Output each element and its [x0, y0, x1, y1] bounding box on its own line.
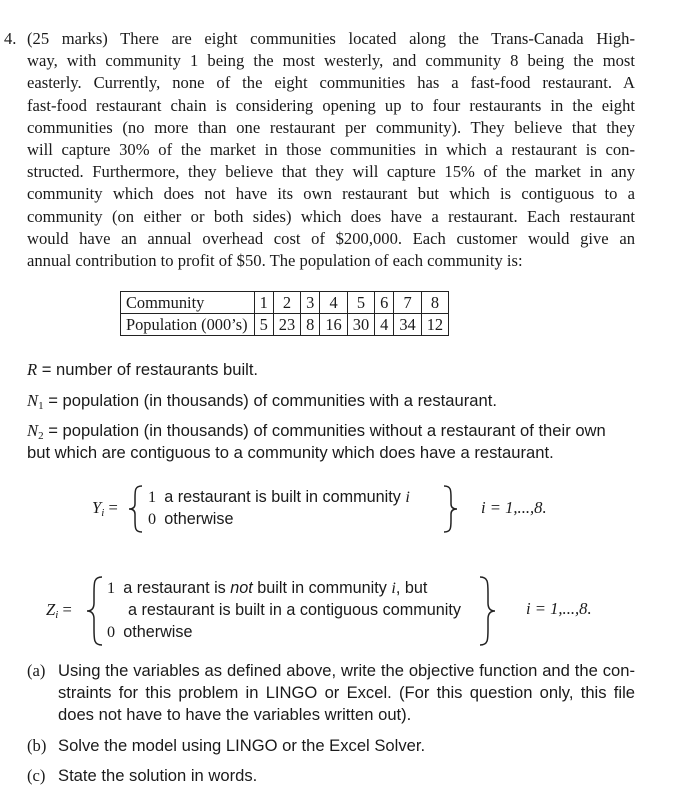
definition-text: but which are contiguous to a community which does have a restaurant. — [27, 443, 554, 463]
question-parts — [27, 660, 635, 795]
question-line: community (on either or both sides) which does have a restaurant. Each restaurant — [27, 206, 635, 226]
left-brace-icon — [126, 484, 146, 534]
case-text: i — [405, 488, 410, 506]
z-lhs — [46, 599, 72, 621]
y-lhs — [92, 497, 118, 519]
symbol-z: Z — [46, 600, 56, 619]
question-line: easterly. Currently, none of the eight communities has a fast-food restaurant. A — [27, 73, 635, 93]
table-row — [121, 314, 449, 336]
table-cell: 4 — [375, 314, 394, 336]
question-line: way, with community 1 being the most westerly, and community 8 being the most — [27, 51, 635, 71]
definition-n1 — [27, 390, 497, 412]
case-text: otherwise — [164, 510, 234, 528]
case-value: 1 — [107, 579, 116, 597]
part-label: (a) — [27, 661, 46, 680]
table-cell: 16 — [320, 314, 347, 336]
case-text: a restaurant is — [123, 579, 231, 597]
subscript: i — [101, 507, 105, 519]
table-cell: 23 — [273, 314, 300, 336]
table-cell: 4 — [320, 292, 347, 314]
table-cell: 30 — [347, 314, 374, 336]
definition-text: = population (in thousands) of communities with a restaurant. — [43, 391, 497, 410]
part-line: State the solution in words. — [58, 765, 258, 785]
table-cell: 7 — [394, 292, 421, 314]
symbol-n: N — [27, 421, 39, 440]
table-cell: 8 — [421, 292, 448, 314]
table-cell: 2 — [273, 292, 300, 314]
case-text-emphasis: not — [230, 579, 253, 597]
table-cell: 34 — [394, 314, 421, 336]
symbol-y: Y — [92, 498, 102, 517]
question-line: will capture 30% of the market in those communities in which a restaurant is con- — [27, 140, 635, 160]
case-text: , but — [395, 579, 428, 597]
case-text: otherwise — [123, 623, 193, 641]
question-line: (25 marks) There are eight communities located along the Trans-Canada High- — [27, 29, 635, 48]
part-c — [27, 765, 635, 787]
z-range: i = 1,...,8. — [526, 599, 592, 618]
question-line: would have an annual overhead cost of $200,000. Each customer would give an — [27, 228, 635, 248]
definition-text: = number of restaurants built. — [37, 360, 259, 379]
part-text — [58, 660, 635, 727]
table-row — [121, 292, 449, 314]
part-line: Using the variables as defined above, write the objective function and the con- — [58, 661, 635, 680]
symbol-r: R — [27, 360, 38, 379]
part-a — [27, 660, 635, 727]
table-cell: 12 — [421, 314, 448, 336]
table-cell: 8 — [301, 314, 320, 336]
y-range: i = 1,...,8. — [481, 498, 547, 517]
population-table — [120, 291, 449, 336]
definition-r — [27, 359, 258, 381]
part-text — [58, 735, 635, 757]
question-line: fast-food restaurant chain is considering opening up to four restaurants in the eight — [27, 95, 635, 115]
table-cell: 5 — [347, 292, 374, 314]
case-text: a restaurant is built in community — [164, 488, 406, 506]
question-line: annual contribution to profit of $50. The population of each community is: — [27, 251, 523, 271]
part-line: straints for this problem in LINGO or Excel. (For this question only, this file — [58, 683, 635, 703]
subscript: 2 — [38, 430, 44, 442]
part-label: (b) — [27, 735, 47, 755]
table-row-label: Community — [121, 292, 255, 314]
question-text — [27, 28, 635, 272]
part-b — [27, 735, 635, 757]
subscript: i — [55, 609, 59, 621]
case-value: 0 — [148, 510, 157, 528]
table-cell: 5 — [254, 314, 273, 336]
part-line: does not have to have the variables written out). — [58, 705, 412, 725]
question-line: communities (no more than one restaurant per community). They believe that they — [27, 117, 635, 137]
equals-sign: = — [58, 600, 72, 619]
question-line: structed. Furthermore, they believe that they will capture 15% of the market in any — [27, 162, 635, 182]
question-number: 4. — [4, 29, 17, 48]
case-text: i — [391, 579, 396, 597]
subscript: 1 — [38, 400, 44, 412]
table-cell: 6 — [375, 292, 394, 314]
question-line: community which does not have its own restaurant but which is contiguous to a — [27, 184, 635, 204]
right-brace-icon — [440, 484, 460, 534]
y-cases — [148, 486, 410, 530]
table-cell: 1 — [254, 292, 273, 314]
symbol-n: N — [27, 391, 39, 410]
case-value: 0 — [107, 623, 116, 641]
z-cases — [107, 577, 461, 643]
definition-text: = population (in thousands) of communities without a restaurant of their own — [43, 421, 606, 440]
part-text — [58, 765, 635, 787]
case-text: built in community — [252, 579, 392, 597]
left-brace-icon — [84, 575, 106, 647]
equals-sign: = — [104, 498, 118, 517]
case-value: 1 — [148, 488, 157, 506]
table-row-label: Population (000’s) — [121, 314, 255, 336]
table-cell: 3 — [301, 292, 320, 314]
case-text: a restaurant is built in a contiguous community — [128, 601, 461, 619]
part-label: (c) — [27, 765, 46, 785]
right-brace-icon — [476, 575, 498, 647]
part-line: Solve the model using LINGO or the Excel Solver. — [58, 735, 426, 755]
definition-n2 — [27, 420, 637, 464]
